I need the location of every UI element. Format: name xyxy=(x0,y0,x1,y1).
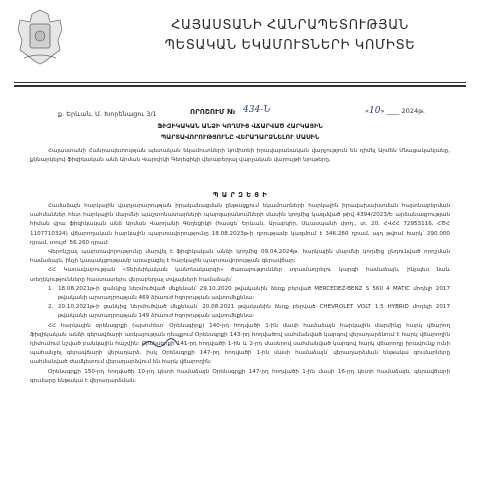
decision-body xyxy=(30,202,450,386)
intro-paragraph: Հայաստանի Հանրապետության պետական եկամուտների կոմիտեի իրավաբանական վարչություն են դիմել Արմեն Մնացականյանը, քննարկելով ֆիզիկական անձ Արման Վարդիկի Գեղեցիկի վերաբերյալ վարչական վարույթի նյութերը, xyxy=(30,148,450,164)
paragraph: Օրենսգրքի 150-րդ հոդվածի 10-րդ կետի համաձայն Օրենսգրքի 147-րդ հոդվածի 1-ին մասի 16-րդ կետի համաձայն, գերավճարի գումարը ենթակա է վերադարձման: xyxy=(30,368,450,384)
list-item xyxy=(30,285,450,303)
list-item-number: 1. xyxy=(48,285,54,292)
header-line-2: ՊԵՏԱԿԱՆ ԵԿԱՄՈՒՏՆԵՐԻ ԿՈՄԻՏԵ xyxy=(164,38,416,53)
address: ք. Երևան, Մ. Խորենացու 3/1 xyxy=(58,110,157,118)
coat-of-arms-emblem xyxy=(14,6,66,66)
decision-label: ՈՐՈՇՈՒՄ № xyxy=(190,108,236,116)
date-prefix: « xyxy=(365,107,369,115)
list-item-text: 18.08.2021թ-ի ցանկից ներմուծված մեքենան՝ 29.10.2020 թվականին ձեռք բերված MERCEDEZ-BENZ S 560 4 MATIC մոդելի 2017 թվականի արտադրության 469 ձիաուժ հզորության ավտոմեքենա: xyxy=(58,285,450,302)
header-divider-bottom xyxy=(14,85,466,87)
decided-heading: Պ Ա Ր Զ Ե Ց Ի xyxy=(212,191,268,199)
list-item-number: 2. xyxy=(48,304,54,311)
subject-line-2: ՊԱՐՏԱՎՈՐՈՒԹՅՈՒՆԸ ՎԵՐԱԴԱՐՁՆԵԼՈՒ ՄԱՍԻՆ xyxy=(160,134,320,141)
paragraph: ՀՀ Կառավարության «Տեխնիկական կանոնակարգի» ծառայություններ տրամադրելու կարգի համաձայն, ինչպես նաև տեղեկությունները հաստատելու վերաբերյալ տվյալների համաձայն՝ xyxy=(30,267,450,283)
handwritten-mark xyxy=(140,336,180,350)
paragraph: Վերոնշյալ պարտավորությունը մարվել է ֆիզիկական անձի կողմից 09.04.2024թ. հարկային մարմնի կողմից ընդունված որոշման համաձայն, ինչի կապակցությամբ առաջացել է հարկային պարտավորության գերավճար: xyxy=(30,249,450,265)
header-line-1: ՀԱՅԱՍՏԱՆԻ ՀԱՆՐԱՊԵՏՈՒԹՅԱՆ xyxy=(171,18,409,33)
header-divider-top xyxy=(14,82,466,83)
subject-line-1: ՖԻԶԻԿԱԿԱՆ ԱՆՁԻ ԿՈՂՄԻՑ ՎՃԱՐՎԱԾ ՀԱՐԿԱՅԻՆ xyxy=(157,123,323,130)
date-day: 10 xyxy=(368,106,381,116)
paragraph: ՀՀ հարկային օրենսգրքի (այսուհետ՝ Օրենսգիրք) 140-րդ հոդվածի 1-ին մասի համաձայն հարկային մարմինը հարկ վճարող ֆիզիկական անձի գերավճարի առկայության դեպքում Օրենսգրքի 143-րդ հոդվածով սահմանված կարգով վերադարձնում է հարկ վճարողին դիմումում նշված բանկային հաշվին: Օրենսգրքի 141-րդ հոդվածի 1-ին և 2-րդ մասերով սահմանված կարգով հարկ վճարողը իրավունք ունի պահանջել գերավճարի վերադարձ, իսկ Օրենսգրքի 147-րդ հոդվածի 1-ին մասի համաձայն՝ վերադարձման ենթակա գումարները սահմանված ժամկետում վերադարձվում են հարկ վճարողին: xyxy=(30,322,450,366)
date-suffix: » ____ 2024թ. xyxy=(380,107,425,115)
list-item xyxy=(30,303,450,321)
decision-date xyxy=(365,106,425,116)
decision-number: 434-Ն xyxy=(243,105,271,115)
list-item-text: 20.10.2021թ-ի ցանկից ներմուծված մեքենան՝ 20.08.2021 թվականին ձեռք բերված CHEVROLET VOLT 1.5 HYBRID մոդելի 2017 թվականի արտադրության 149 ձիաուժ հզորության ավտոմեքենա: xyxy=(58,304,450,320)
paragraph: Համաձայն հարկային վարչարարության իրականացման ընթացքում եկամուտների հարկային իրավախախտման հայտնաբերման սահմաններ հետ հարկային մարմնի պաշտոնատարների պարզաբանումների մասին կողմից կազմված թիվ 4394/2023/Ե արձանագրության հիման վրա ֆիզիկական անձ Արման Վարդանի Գեղեցիկի (հասցե՝ Երևան, Արաբկիր, Սևասպանի փող., տ. 20, ՀՎՀՀ 72953116, ՀԾՀ 1107710324) վճարողական հարկային պարտավորությունը 18.08.2023թ-ի դրությամբ կազմում է 346.260 դրամ, այդ թվում հարկ՝ 290.000 դրամ, տույժ՝ 56.260 դրամ: xyxy=(30,203,450,246)
